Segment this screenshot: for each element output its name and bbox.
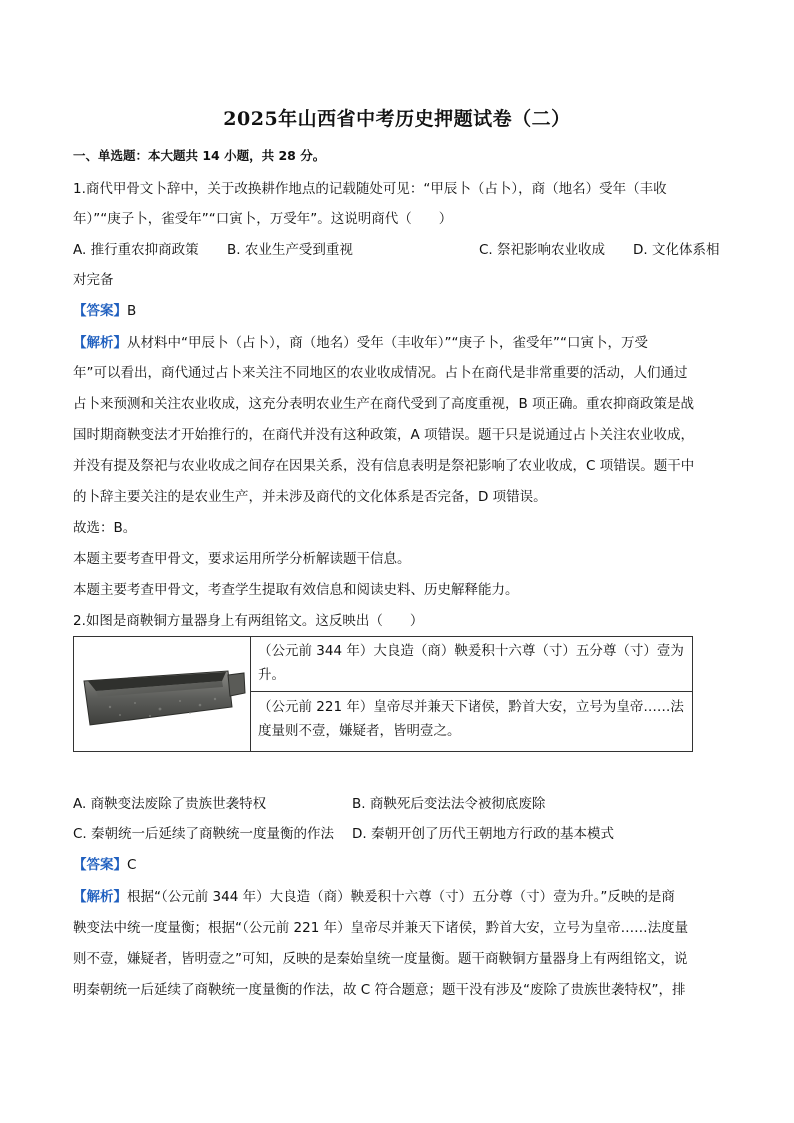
q1-analysis-line-4: 国时期商鞅变法才开始推行的，在商代并没有这种政策，A 项错误。题干只是说通过占卜关注农业收成， bbox=[73, 427, 695, 443]
q2-option-b: B. 商鞅死后变法法令被彻底废除 bbox=[352, 796, 546, 812]
q1-analysis-line-5: 并没有提及祭祀与农业收成之间存在因果关系，没有信息表明是祭祀影响了农业收成，C 项错误。题干中 bbox=[73, 458, 695, 474]
q2-analysis-line-4: 明秦朝统一后延续了商鞅统一度量衡的作法，故 C 符合题意；题干没有涉及“废除了贵族世袭特权”，排 bbox=[73, 982, 686, 998]
q2-option-c: C. 秦朝统一后延续了商鞅统一度量衡的作法 bbox=[73, 826, 335, 842]
inscription-1: （公元前 344 年）大良造（商）鞅爰积十六尊（寸）五分尊（寸）壹为升。 bbox=[258, 643, 684, 683]
analysis-text: 从材料中“甲辰卜（占卜），商（地名）受年（丰收年）”“庚子卜，雀受年”“口寅卜，万受 bbox=[127, 335, 648, 351]
q1-option-b: B. 农业生产受到重视 bbox=[227, 242, 353, 258]
table-divider bbox=[250, 637, 251, 751]
q2-analysis-line-2: 鞅变法中统一度量衡；根据“（公元前 221 年）皇帝尽并兼天下诸侯，黔首大安，立号为皇帝……法度量 bbox=[73, 920, 689, 936]
q1-stem-line-2: 年）”“庚子卜，雀受年”“口寅卜，万受年”。这说明商代（ ） bbox=[73, 211, 453, 227]
answer-value: B bbox=[127, 303, 137, 319]
q2-option-d: D. 秦朝开创了历代王朝地方行政的基本模式 bbox=[352, 826, 614, 842]
bronze-measure-image bbox=[80, 663, 246, 733]
section-heading: 一、单选题：本大题共 14 小题，共 28 分。 bbox=[73, 148, 326, 163]
q1-option-d-continued: 对完备 bbox=[73, 272, 114, 288]
q1-note-1: 本题主要考查甲骨文，要求运用所学分析解读题干信息。 bbox=[73, 551, 411, 567]
q2-analysis-line-3: 则不壹，嫌疑者，皆明壹之”可知，反映的是秦始皇统一度量衡。题干商鞅铜方量器身上有两组铭文，说 bbox=[73, 951, 688, 967]
inscription-2: （公元前 221 年）皇帝尽并兼天下诸侯，黔首大安，立号为皇帝……法度量则不壹，嫌疑者，皆明壹之。 bbox=[258, 699, 684, 739]
answer-value: C bbox=[127, 857, 137, 873]
q1-option-c: C. 祭祀影响农业收成 bbox=[479, 242, 606, 258]
page-title: 2025年山西省中考历史押题试卷（二） bbox=[223, 108, 571, 130]
analysis-label: 【解析】 bbox=[73, 889, 127, 905]
q1-analysis-line-6: 的卜辞主要关注的是农业生产，并未涉及商代的文化体系是否完备，D 项错误。 bbox=[73, 489, 547, 505]
analysis-text: 根据“（公元前 344 年）大良造（商）鞅爰积十六尊（寸）五分尊（寸）壹为升。”反映的是商 bbox=[127, 889, 675, 905]
q1-stem-line-1: 1.商代甲骨文卜辞中，关于改换耕作地点的记载随处可见：“甲辰卜（占卜），商（地名）受年（丰收 bbox=[73, 181, 667, 197]
q2-analysis-line-1 bbox=[73, 885, 675, 905]
q1-choice: 故选：B。 bbox=[73, 520, 137, 536]
q1-analysis-line-2: 年”可以看出，商代通过占卜来关注不同地区的农业收成情况。占卜在商代是非常重要的活动，人们通过 bbox=[73, 365, 688, 381]
table-divider bbox=[250, 691, 692, 692]
q1-option-d: D. 文化体系相 bbox=[633, 242, 720, 258]
q2-option-a: A. 商鞅变法废除了贵族世袭特权 bbox=[73, 796, 267, 812]
answer-label: 【答案】 bbox=[73, 857, 127, 873]
q1-answer bbox=[73, 299, 136, 319]
q1-analysis-line-1 bbox=[73, 331, 648, 351]
q1-option-a: A. 推行重农抑商政策 bbox=[73, 242, 199, 258]
q2-answer bbox=[73, 853, 136, 873]
answer-label: 【答案】 bbox=[73, 303, 127, 319]
analysis-label: 【解析】 bbox=[73, 335, 127, 351]
q1-analysis-line-3: 占卜来预测和关注农业收成，这充分表明农业生产在商代受到了高度重视，B 项正确。重农抑商政策是战 bbox=[73, 396, 695, 412]
q2-stem: 2.如图是商鞅铜方量器身上有两组铭文。这反映出（ ） bbox=[73, 613, 424, 629]
inscription-table bbox=[73, 636, 693, 752]
q1-note-2: 本题主要考查甲骨文，考查学生提取有效信息和阅读史料、历史解释能力。 bbox=[73, 582, 519, 598]
